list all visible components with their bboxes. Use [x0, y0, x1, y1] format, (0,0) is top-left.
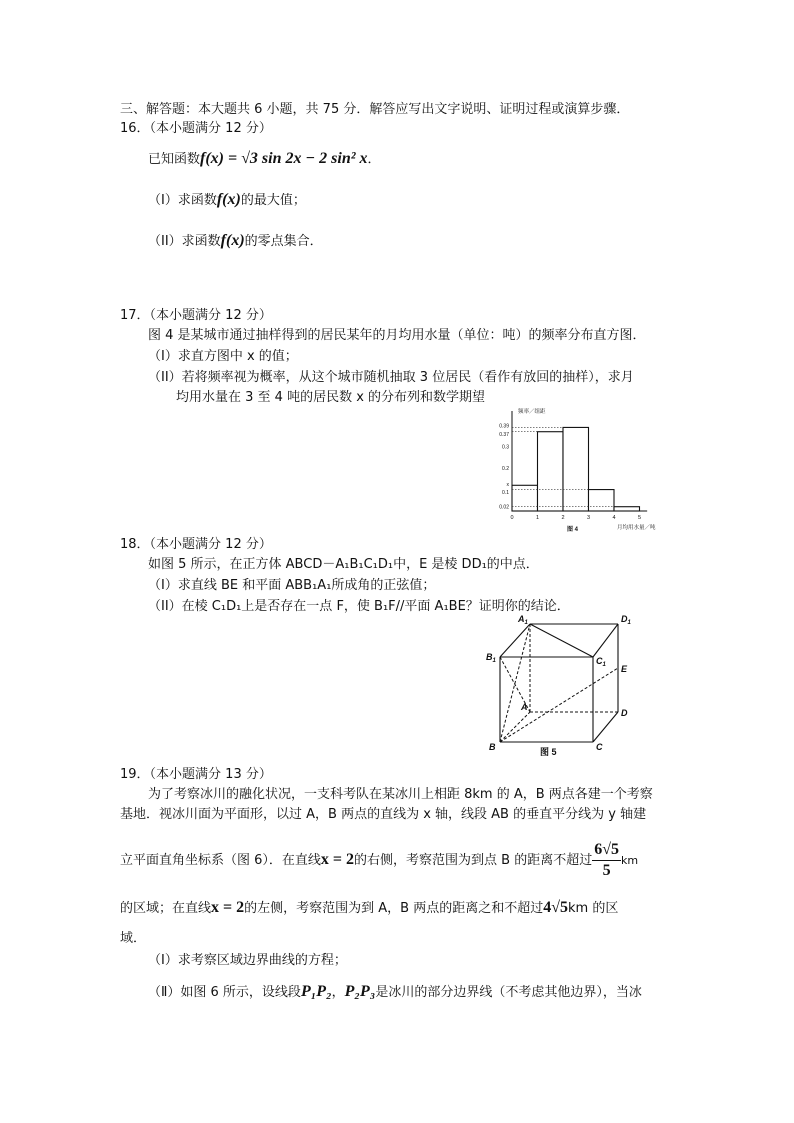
chart-title: 图 4	[567, 527, 579, 533]
bar-3-4	[589, 490, 615, 511]
label-b: B	[489, 742, 496, 752]
label-a: A	[521, 702, 528, 712]
q18-title: 18．（本小题满分 12 分）	[120, 537, 272, 552]
x-tick-3: 3	[586, 515, 591, 521]
y-tick-2: 0.3	[502, 444, 509, 451]
q17-part2b: 均用水量在 3 至 4 吨的居民数 x 的分布列和数学期望	[176, 390, 486, 405]
label-a1: $A_1$	[518, 614, 528, 626]
q19-line3-mid: 的右侧，考察范围为到点 B 的距离不超过	[354, 853, 593, 868]
y-tick-0: 0.39	[499, 423, 509, 430]
x-tick-4: 4	[612, 515, 616, 521]
q18-part2: （II）在棱 C₁D₁上是否存在一点 F，使 B₁F//平面 A₁BE？证明你的结论．	[148, 599, 570, 614]
q19-line4-eq: x = 2	[211, 899, 245, 916]
x-tick-5: 5	[637, 515, 642, 521]
q19-line3	[120, 838, 638, 883]
x-tick-2: 2	[561, 515, 565, 521]
q19-segment-p1p2: P₁P₂	[300, 983, 332, 1000]
y-tick-1: 0.37	[499, 432, 509, 439]
q16-function: f(x) = √3 sin 2x − 2 sin² x	[200, 150, 368, 167]
q16-stem	[148, 150, 381, 169]
label-c: C	[596, 742, 603, 752]
edge-b-a	[500, 712, 530, 742]
label-c1: $C_1$	[596, 656, 606, 668]
edge-c-d	[593, 712, 618, 742]
x-tick-0: 0	[510, 515, 514, 521]
histogram-figure-4	[480, 403, 680, 538]
x-tick-1: 1	[535, 515, 540, 521]
q17-stem: 图 4 是某城市通过抽样得到的居民某年的月均用水量（单位：吨）的频率分布直方图．	[148, 328, 646, 343]
bar-0-1	[512, 485, 538, 511]
q19-title: 19．（本小题满分 13 分）	[120, 767, 272, 782]
q19-line5: 域．	[120, 931, 147, 946]
label-d: D	[621, 708, 628, 718]
section-header: 三、解答题：本大题共 6 小题，共 75 分．解答应写出文字说明、证明过程或演算步骤．	[120, 102, 630, 117]
q16-part1-func: f(x)	[216, 191, 241, 208]
bar-2-3	[563, 427, 589, 511]
y-tick-6: 0.02	[499, 504, 509, 511]
q18-stem: 如图 5 所示，在正方体 ABCD－A₁B₁C₁D₁中，E 是棱 DD₁的中点．	[148, 557, 539, 572]
q19-line4-pre: 的区域；在直线	[120, 901, 212, 916]
segment-b-e	[500, 668, 618, 742]
bar-1-2	[538, 432, 564, 511]
q17-title: 17．（本小题满分 12 分）	[120, 308, 272, 323]
segment-a1-c1	[530, 624, 593, 657]
q19-line4	[120, 899, 618, 918]
q19-segment-p2p3: P₂P₃	[344, 983, 376, 1000]
label-e: E	[621, 664, 628, 674]
q19-line4-post: km 的区	[568, 901, 619, 916]
figure5-caption: 图 5	[540, 747, 557, 757]
q17-part2a: （II）若将频率视为概率，从这个城市随机抽取 3 位居民（看作有放回的抽样），求月	[148, 370, 634, 385]
edge-b1-a1	[500, 624, 530, 657]
q19-part2-sep: ，	[331, 985, 345, 1000]
q19-line4-val: 4√5	[543, 899, 568, 916]
edge-c1-d1	[593, 624, 618, 657]
q19-part2-pre: （Ⅱ）如图 6 所示，设线段	[148, 985, 301, 1000]
cube-figure-5	[480, 612, 640, 757]
q18-part1: （I）求直线 BE 和平面 ABB₁A₁所成角的正弦值；	[148, 578, 436, 593]
q16-part2-pre: （II）求函数	[148, 234, 221, 249]
q16-part1	[148, 191, 306, 210]
q16-part1-pre: （Ⅰ）求函数	[148, 193, 217, 208]
x-axis-label: 月均用水量／吨	[617, 525, 656, 531]
q19-part2-post: 是冰川的部分边界线（不考虑其他边界），当冰	[375, 985, 642, 1000]
q19-line3-eq: x = 2	[320, 851, 355, 868]
q16-stem-pre: 已知函数	[148, 152, 201, 167]
y-tick-4: x	[506, 481, 509, 488]
q19-fraction-den: 5	[602, 862, 611, 879]
q19-line2: 基地．视冰川面为平面形，以过 A，B 两点的直线为 x 轴，线段 AB 的垂直平分线为 y 轴建	[120, 807, 647, 822]
q19-line3-unit: km	[621, 854, 639, 867]
q19-line3-pre: 立平面直角坐标系（图 6）．在直线	[120, 853, 321, 868]
y-tick-5: 0.1	[502, 490, 509, 497]
q19-line4-mid: 的左侧，考察范围为到 A，B 两点的距离之和不超过	[244, 901, 544, 916]
q16-part2	[148, 232, 323, 251]
q19-line1: 为了考察冰川的融化状况，一支科考队在某冰川上相距 8km 的 A，B 两点各建一个考察	[148, 787, 653, 802]
y-tick-3: 0.2	[502, 466, 509, 473]
bar-4-5	[614, 507, 640, 511]
q17-part1: （I）求直方图中 x 的值；	[148, 349, 298, 364]
q16-part2-post: 的零点集合．	[244, 234, 323, 249]
q19-fraction	[592, 840, 621, 881]
q16-stem-end: ．	[367, 152, 381, 167]
q16-title: 16．（本小题满分 12 分）	[120, 121, 272, 136]
label-b1: $B_1$	[486, 652, 496, 664]
y-axis-label: 频率／组距	[518, 409, 546, 415]
q19-fraction-num: 6√5	[592, 840, 621, 861]
q19-part1: （Ⅰ）求考察区域边界曲线的方程；	[148, 953, 347, 968]
q16-part2-func: f(x)	[220, 232, 245, 249]
q16-part1-post: 的最大值；	[240, 193, 306, 208]
segment-b-a1	[500, 624, 530, 742]
label-d1: $D_1$	[621, 614, 631, 626]
q19-part2	[148, 983, 642, 1002]
